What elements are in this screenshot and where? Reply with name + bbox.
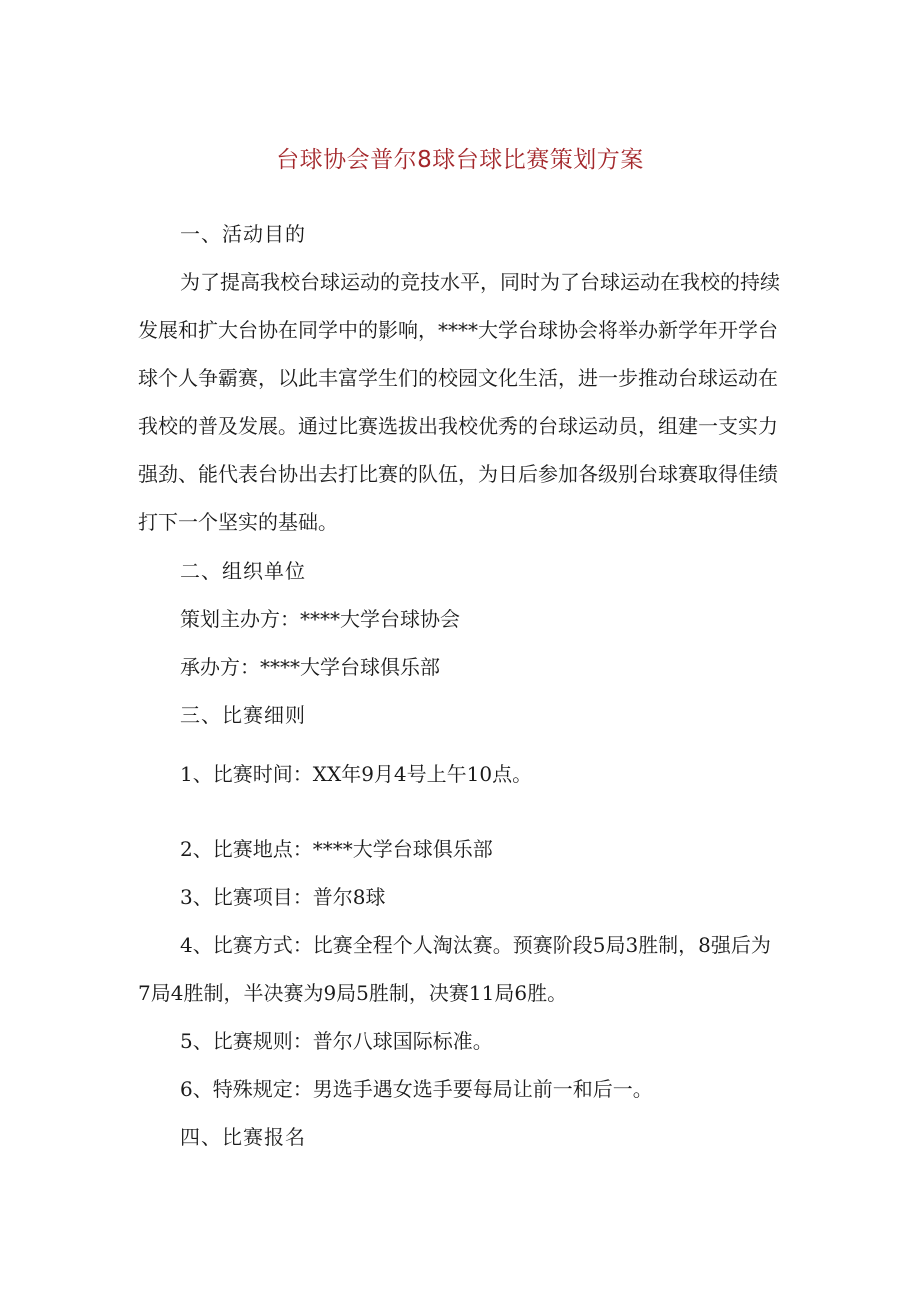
undertaker-line: 承办方：****大学台球俱乐部 — [180, 655, 440, 679]
rule-item-format-continued: 7局4胜制，半决赛为9局5胜制，决赛11局6胜。 — [138, 981, 568, 1005]
rule-item-format: 4、比赛方式：比赛全程个人淘汰赛。预赛阶段5局3胜制，8强后为 — [180, 933, 771, 957]
paragraph-line: 强劲、能代表台协出去打比赛的队伍，为日后参加各级别台球赛取得佳绩 — [138, 462, 778, 486]
document-title: 台球协会普尔8球台球比赛策划方案 — [276, 147, 644, 173]
rule-item-location: 2、比赛地点：****大学台球俱乐部 — [180, 837, 493, 861]
paragraph-line: 我校的普及发展。通过比赛选拔出我校优秀的台球运动员，组建一支实力 — [138, 414, 778, 438]
organizer-line: 策划主办方：****大学台球协会 — [180, 607, 460, 631]
section-heading-registration: 四、比赛报名 — [180, 1125, 306, 1149]
rule-item-time: 1、比赛时间：XX年9月4号上午10点。 — [180, 762, 533, 786]
rule-item-rules: 5、比赛规则：普尔八球国际标准。 — [180, 1029, 493, 1053]
rule-item-event: 3、比赛项目：普尔8球 — [180, 885, 386, 909]
paragraph-line: 发展和扩大台协在同学中的影响，****大学台球协会将举办新学年开学台 — [138, 318, 778, 342]
paragraph-line: 打下一个坚实的基础。 — [138, 510, 338, 534]
section-heading-purpose: 一、活动目的 — [180, 222, 306, 246]
section-heading-rules: 三、比赛细则 — [180, 703, 306, 727]
paragraph-line: 为了提高我校台球运动的竞技水平，同时为了台球运动在我校的持续 — [180, 270, 780, 294]
paragraph-line: 球个人争霸赛，以此丰富学生们的校园文化生活，进一步推动台球运动在 — [138, 366, 778, 390]
rule-item-special: 6、特殊规定：男选手遇女选手要每局让前一和后一。 — [180, 1077, 653, 1101]
section-heading-organization: 二、组织单位 — [180, 559, 306, 583]
